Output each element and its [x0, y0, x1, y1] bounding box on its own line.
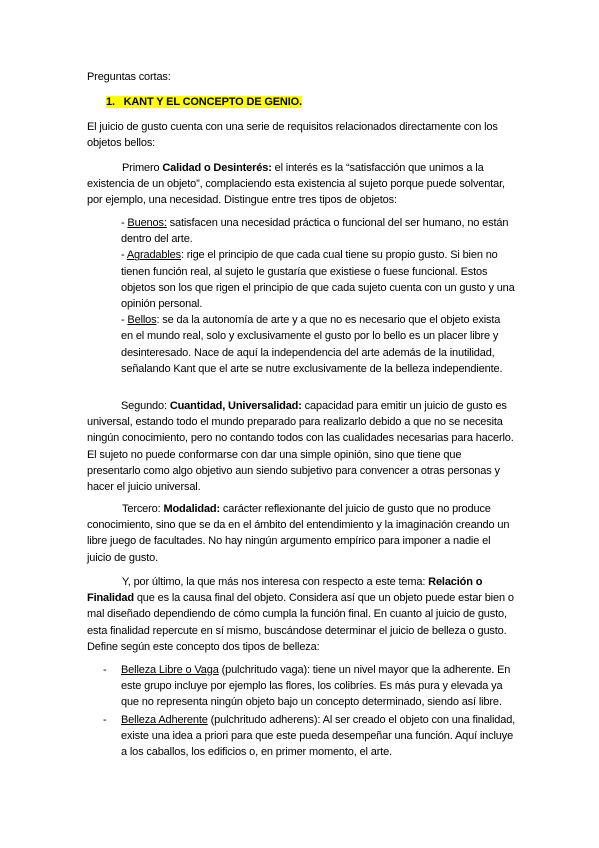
- intro-label: Preguntas cortas:: [87, 71, 171, 83]
- paragraph-intro: El juicio de gusto cuenta con una serie de requisitos relacionados directamente con los objetos bellos:: [87, 121, 498, 150]
- term-modalidad: Modalidad:: [163, 503, 221, 515]
- term-belleza-libre: Belleza Libre o Vaga: [121, 664, 219, 676]
- heading-text: KANT Y EL CONCEPTO DE GENIO.: [123, 96, 302, 108]
- term-finalidad: Relación o Finalidad: [87, 576, 483, 605]
- paragraph-finalidad: Y, por último, la que más nos interesa con respecto a este tema: Relación o Finalidad que es la causa final del objeto. Considera así que un objeto puede estar bien o mal diseñado dependiendo de cómo cumpla la función final. En cuanto al juicio de gusto, esta finalidad repercute en sí mismo, buscándose determinar el juicio de belleza o gusto. Define según este concepto dos tipos de belleza:: [87, 576, 514, 653]
- term-calidad: Calidad o Desinterés:: [162, 162, 272, 174]
- paragraph-modalidad: Tercero: Modalidad: carácter reflexionante del juicio de gusto que no produce conocimiento, sino que se da en el ámbito del entendimiento y la imaginación creando un libre juego de facultades. No hay ningún argumento empírico para imponer a nadie el juicio de gusto.: [87, 503, 510, 564]
- list-item-bellos: - Bellos: se da la autonomía de arte y a que no es necesario que el objeto exista en el mundo real, solo y exclusivamente el gusto por lo bello es un placer libre y desinteresado. Nace de aquí la independencia del arte además de la inutilidad, señalando Kant que el arte se nutre exclusivamente de la belleza independiente.: [121, 314, 503, 375]
- list-item-agradables: - Agradables: rige el principio de que cada cual tiene su propio gusto. Si bien no tienen función real, al sujeto le gustaría que existiese o fuese funcional. Estos objetos son los que rigen el principio de que cada sujeto cuenta con un gusto y una opinión personal.: [121, 249, 515, 311]
- paragraph-calidad: Primero Calidad o Desinterés: el interés es la “satisfacción que unimos a la existencia de un objeto”, complaciendo esta existencia al sujeto porque puede solventar, por ejemplo, una necesidad. Distingue entre tres tipos de objetos:: [87, 162, 505, 207]
- list-item-buenos: - Buenos: satisfacen una necesidad práctica o funcional del ser humano, no están dentro del arte.: [121, 217, 509, 246]
- object-types-list: [121, 215, 515, 377]
- beauty-types-list: [87, 662, 517, 760]
- list-item-belleza-libre: - Belleza Libre o Vaga (pulchritudo vaga): tiene un nivel mayor que la adherente. En este grupo incluye por ejemplo las flores, los colibríes. Es más pura y elevada ya que no representa ningún objeto bajo un concepto determinado, siendo así libre.: [103, 664, 511, 709]
- term-belleza-adherente: Belleza Adherente: [121, 713, 208, 726]
- heading-number: 1.: [106, 96, 115, 108]
- list-bullet: -: [103, 713, 107, 726]
- paragraph-cuantidad: Segundo: Cuantidad, Universalidad: capacidad para emitir un juicio de gusto es universal, estando todo el mundo preparado para realizarlo debido a que no se necesita ningún conocimiento, pero no contando todos con las cualidades necesarias para hacerlo. El sujeto no puede conformarse con dar una simple opinión, sino que tiene que presentarlo como algo objetivo aun siendo subjetivo para convencer a otras personas y hacer el juicio universal.: [87, 400, 514, 494]
- section-heading: [106, 94, 526, 110]
- list-item-belleza-adherente: - Belleza Adherente (pulchritudo adherens): Al ser creado el objeto con una finalidad, existe una idea a priori para que este pueda desempeñar una función. Aquí incluye a los caballos, los edificios o, en primer momento, el arte.: [103, 713, 516, 759]
- term-cuantidad: Cuantidad, Universalidad:: [169, 400, 302, 412]
- list-bullet: -: [103, 664, 107, 676]
